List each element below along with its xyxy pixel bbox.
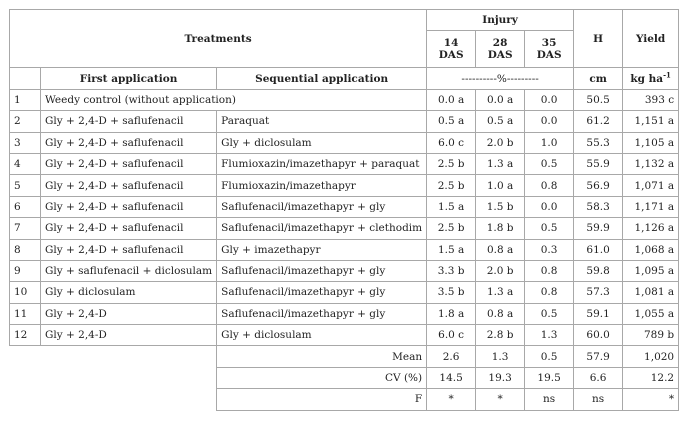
table-row (10, 132, 679, 153)
das35-unit: DAS (536, 49, 562, 62)
injury-35-das: 0.0 (525, 196, 574, 217)
percent-unit: ----------%--------- (427, 68, 574, 89)
row-number: 6 (10, 196, 41, 217)
summary-14-das: * (427, 389, 476, 410)
injury-28-das: 1.8 b (476, 218, 525, 239)
injury-14-das: 0.5 a (427, 111, 476, 132)
first-application: Weedy control (without application) (41, 89, 427, 110)
das28-unit: DAS (487, 49, 513, 62)
summary-row-cv (10, 367, 679, 388)
sequential-application: Flumioxazin/imazethapyr + paraquat (217, 153, 427, 174)
summary-spacer (10, 367, 217, 388)
summary-yield: 12.2 (623, 367, 679, 388)
injury-28-das: 1.3 a (476, 153, 525, 174)
sequential-application: Saflufenacil/imazethapyr + gly (217, 196, 427, 217)
injury-35-das: 0.0 (525, 89, 574, 110)
injury-28-das: 2.0 b (476, 260, 525, 281)
injury-14-das: 2.5 b (427, 218, 476, 239)
injury-28-das: 2.0 b (476, 132, 525, 153)
summary-28-das: 19.3 (476, 367, 525, 388)
das35-header (525, 31, 574, 68)
yield-value: 1,171 a (623, 196, 679, 217)
das28-number: 28 (492, 37, 508, 50)
results-table (9, 9, 679, 411)
height-header: H (574, 10, 623, 68)
summary-spacer (10, 346, 217, 367)
row-number: 12 (10, 325, 41, 346)
injury-35-das: 0.0 (525, 111, 574, 132)
first-application: Gly + 2,4-D + saflufenacil (41, 153, 217, 174)
summary-row-f (10, 389, 679, 410)
row-number: 2 (10, 111, 41, 132)
table-row (10, 303, 679, 324)
injury-35-das: 0.8 (525, 260, 574, 281)
das14-header (427, 31, 476, 68)
table-row (10, 153, 679, 174)
sequential-application: Gly + imazethapyr (217, 239, 427, 260)
injury-28-das: 0.5 a (476, 111, 525, 132)
injury-28-das: 1.3 a (476, 282, 525, 303)
summary-yield: 1,020 (623, 346, 679, 367)
yield-value: 1,126 a (623, 218, 679, 239)
first-application: Gly + 2,4-D + saflufenacil (41, 239, 217, 260)
injury-28-das: 0.0 a (476, 89, 525, 110)
yield-unit (623, 68, 679, 89)
sequential-application: Saflufenacil/imazethapyr + gly (217, 282, 427, 303)
injury-14-das: 6.0 c (427, 132, 476, 153)
row-number: 9 (10, 260, 41, 281)
height-value: 59.9 (574, 218, 623, 239)
height-value: 50.5 (574, 89, 623, 110)
row-number: 4 (10, 153, 41, 174)
first-application: Gly + 2,4-D + saflufenacil (41, 218, 217, 239)
yield-value: 1,071 a (623, 175, 679, 196)
table-row (10, 282, 679, 303)
injury-35-das: 0.5 (525, 303, 574, 324)
summary-14-das: 14.5 (427, 367, 476, 388)
injury-14-das: 1.5 a (427, 196, 476, 217)
sequential-application: Gly + diclosulam (217, 132, 427, 153)
summary-spacer (10, 389, 217, 410)
das28-header (476, 31, 525, 68)
injury-14-das: 3.5 b (427, 282, 476, 303)
summary-row-mean (10, 346, 679, 367)
injury-28-das: 2.8 b (476, 325, 525, 346)
header-row-1 (10, 10, 679, 31)
height-unit: cm (574, 68, 623, 89)
summary-label: CV (%) (217, 367, 427, 388)
table-row (10, 218, 679, 239)
summary-height: 6.6 (574, 367, 623, 388)
summary-35-das: 0.5 (525, 346, 574, 367)
first-application: Gly + 2,4-D + saflufenacil (41, 132, 217, 153)
first-application: Gly + 2,4-D + saflufenacil (41, 196, 217, 217)
first-application: Gly + 2,4-D (41, 303, 217, 324)
injury-header: Injury (427, 10, 574, 31)
sequential-application: Flumioxazin/imazethapyr (217, 175, 427, 196)
yield-value: 1,055 a (623, 303, 679, 324)
table-row (10, 175, 679, 196)
row-number: 8 (10, 239, 41, 260)
first-application-header: First application (41, 68, 217, 89)
height-value: 56.9 (574, 175, 623, 196)
yield-value: 789 b (623, 325, 679, 346)
summary-height: ns (574, 389, 623, 410)
injury-14-das: 1.8 a (427, 303, 476, 324)
first-application: Gly + saflufenacil + diclosulam (41, 260, 217, 281)
summary-yield: * (623, 389, 679, 410)
height-value: 61.0 (574, 239, 623, 260)
height-value: 61.2 (574, 111, 623, 132)
injury-35-das: 1.3 (525, 325, 574, 346)
table-row (10, 111, 679, 132)
sequential-application: Saflufenacil/imazethapyr + gly (217, 260, 427, 281)
injury-28-das: 0.8 a (476, 239, 525, 260)
summary-label: F (217, 389, 427, 410)
sequential-application: Paraquat (217, 111, 427, 132)
row-number: 10 (10, 282, 41, 303)
first-application: Gly + 2,4-D (41, 325, 217, 346)
summary-label: Mean (217, 346, 427, 367)
yield-value: 393 c (623, 89, 679, 110)
summary-28-das: 1.3 (476, 346, 525, 367)
row-number: 5 (10, 175, 41, 196)
height-value: 59.8 (574, 260, 623, 281)
first-application: Gly + diclosulam (41, 282, 217, 303)
sequential-application-header: Sequential application (217, 68, 427, 89)
injury-35-das: 1.0 (525, 132, 574, 153)
injury-14-das: 3.3 b (427, 260, 476, 281)
table-row (10, 260, 679, 281)
injury-35-das: 0.5 (525, 153, 574, 174)
first-application: Gly + 2,4-D + saflufenacil (41, 175, 217, 196)
summary-35-das: 19.5 (525, 367, 574, 388)
summary-14-das: 2.6 (427, 346, 476, 367)
table-row (10, 89, 679, 110)
height-value: 59.1 (574, 303, 623, 324)
injury-28-das: 1.0 a (476, 175, 525, 196)
row-number: 1 (10, 89, 41, 110)
row-number: 7 (10, 218, 41, 239)
injury-35-das: 0.3 (525, 239, 574, 260)
row-number: 11 (10, 303, 41, 324)
height-value: 58.3 (574, 196, 623, 217)
summary-28-das: * (476, 389, 525, 410)
injury-14-das: 6.0 c (427, 325, 476, 346)
das35-number: 35 (541, 37, 557, 50)
yield-unit-base: kg ha (630, 72, 664, 85)
treatments-header: Treatments (10, 10, 427, 68)
height-value: 57.3 (574, 282, 623, 303)
yield-value: 1,095 a (623, 260, 679, 281)
yield-value: 1,068 a (623, 239, 679, 260)
yield-value: 1,081 a (623, 282, 679, 303)
injury-35-das: 0.5 (525, 218, 574, 239)
summary-height: 57.9 (574, 346, 623, 367)
injury-14-das: 1.5 a (427, 239, 476, 260)
das14-unit: DAS (438, 49, 464, 62)
injury-14-das: 0.0 a (427, 89, 476, 110)
height-value: 60.0 (574, 325, 623, 346)
injury-35-das: 0.8 (525, 175, 574, 196)
sequential-application: Saflufenacil/imazethapyr + clethodim (217, 218, 427, 239)
row-number: 3 (10, 132, 41, 153)
height-value: 55.3 (574, 132, 623, 153)
table-row (10, 239, 679, 260)
injury-14-das: 2.5 b (427, 153, 476, 174)
injury-14-das: 2.5 b (427, 175, 476, 196)
summary-35-das: ns (525, 389, 574, 410)
yield-header: Yield (623, 10, 679, 68)
height-value: 55.9 (574, 153, 623, 174)
yield-value: 1,132 a (623, 153, 679, 174)
table-row (10, 196, 679, 217)
sequential-application: Saflufenacil/imazethapyr + gly (217, 303, 427, 324)
yield-value: 1,151 a (623, 111, 679, 132)
header-row-3 (10, 68, 679, 89)
injury-35-das: 0.8 (525, 282, 574, 303)
injury-28-das: 1.5 b (476, 196, 525, 217)
sequential-application: Gly + diclosulam (217, 325, 427, 346)
yield-unit-exponent: -1 (663, 70, 671, 80)
das14-number: 14 (443, 37, 459, 50)
yield-value: 1,105 a (623, 132, 679, 153)
first-application: Gly + 2,4-D + saflufenacil (41, 111, 217, 132)
table-row (10, 325, 679, 346)
injury-28-das: 0.8 a (476, 303, 525, 324)
number-col-header (10, 68, 41, 89)
